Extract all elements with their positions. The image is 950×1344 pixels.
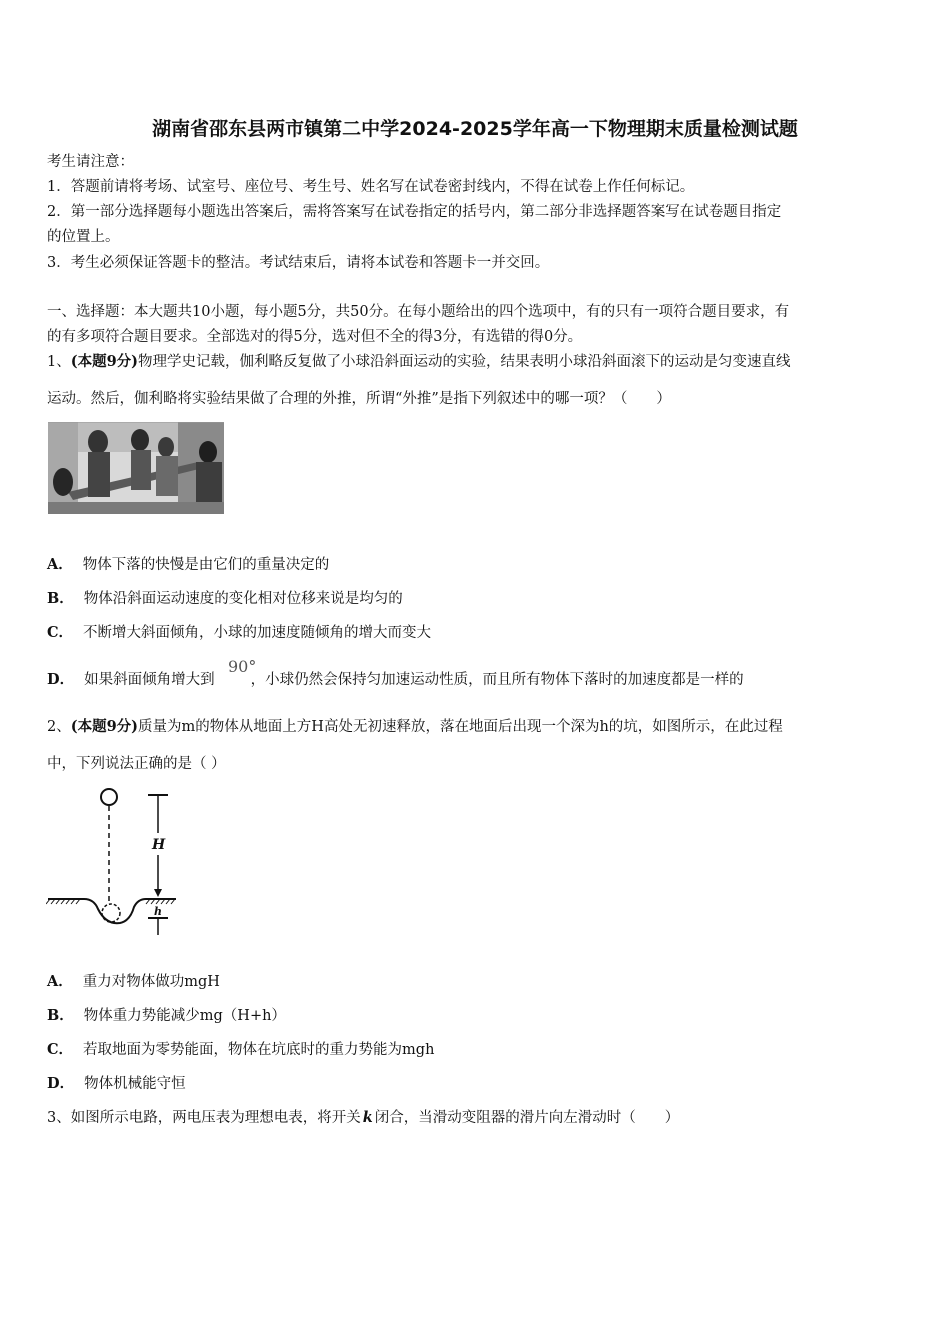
q3-stem-after: 闭合，当滑动变阻器的滑片向左滑动时（ ） — [374, 1110, 680, 1126]
falling-object-figure — [46, 787, 186, 937]
notice-item-1: 1．答题前请将考场、试室号、座位号、考生号、姓名写在试卷密封线内，不得在试卷上作任何标记。 — [47, 179, 695, 195]
q2-stem-line2: 中，下列说法正确的是（ ） — [47, 756, 226, 772]
section-intro-line1: 一、选择题：本大题共10小题，每小题5分，共50分。在每小题给出的四个选项中，有的只有一项符合题目要求，有 — [47, 304, 790, 320]
q2-option-c[interactable] — [47, 1040, 434, 1060]
notice-heading: 考生请注意： — [47, 154, 134, 170]
q2-option-c-letter: C． — [47, 1041, 74, 1058]
q2-stem-line1 — [47, 717, 907, 737]
falling-object-diagram — [46, 787, 186, 937]
galileo-engraving-image — [48, 422, 224, 514]
q2-option-b-letter: B． — [47, 1007, 74, 1024]
h-label: h — [154, 905, 162, 918]
q2-stem1: 质量为m的物体从地面上方H高处无初速释放，落在地面后出现一个深为h的坑，如图所示，在此过程 — [138, 719, 783, 735]
galileo-engraving-illustration — [48, 422, 224, 514]
page-title: 湖南省邵东县两市镇第二中学2024-2025学年高一下物理期末质量检测试题 — [152, 118, 798, 140]
notice-item-2-cont: 的位置上。 — [47, 229, 120, 245]
q1-option-b-text: 物体沿斜面运动速度的变化相对位移来说是均匀的 — [83, 591, 403, 607]
q1-option-c[interactable] — [47, 623, 431, 643]
q1-option-d-letter: D． — [47, 671, 75, 688]
q1-option-d-text-after: ，小球仍然会保持匀加速运动性质，而且所有物体下落时的加速度都是一样的 — [250, 672, 744, 688]
q1-option-c-letter: C． — [47, 624, 74, 641]
q2-option-c-text: 若取地面为零势能面，物体在坑底时的重力势能为mgh — [83, 1042, 435, 1058]
q1-stem-line1 — [47, 352, 907, 372]
q3-switch-label: k — [362, 1109, 373, 1126]
q2-option-d[interactable] — [47, 1074, 186, 1094]
q2-option-d-text: 物体机械能守恒 — [84, 1076, 186, 1092]
q1-option-c-text: 不断增大斜面倾角，小球的加速度随倾角的增大而变大 — [83, 625, 432, 641]
q2-option-a-letter: A． — [47, 973, 73, 990]
q2-option-b-text: 物体重力势能减少mg（H+h） — [83, 1008, 286, 1024]
q2-points: (本题9分) — [70, 718, 139, 735]
q1-option-d-text-before: 如果斜面倾角增大到 — [84, 672, 215, 688]
ball-start-icon — [101, 789, 117, 805]
q2-option-a[interactable] — [47, 972, 220, 992]
H-arrow-icon — [154, 889, 162, 897]
notice-item-3: 3．考生必须保证答题卡的整洁。考试结束后，请将本试卷和答题卡一并交回。 — [47, 255, 550, 271]
q2-option-d-letter: D． — [47, 1075, 75, 1092]
H-label: H — [152, 837, 166, 853]
q2-number: 2、 — [47, 719, 71, 735]
q1-option-b-letter: B． — [47, 590, 74, 607]
q2-option-a-text: 重力对物体做功mgH — [82, 974, 220, 990]
q1-option-d-angle: 90° — [228, 657, 257, 676]
q1-option-b[interactable] — [47, 589, 403, 609]
q3-stem — [47, 1108, 907, 1128]
q3-stem-before: 如图所示电路，两电压表为理想电表，将开关 — [70, 1110, 361, 1126]
q1-stem1: 物理学史记载，伽利略反复做了小球沿斜面运动的实验，结果表明小球沿斜面滚下的运动是匀变速直线 — [138, 354, 791, 370]
pit-outline — [84, 899, 146, 923]
q1-option-a-letter: A． — [47, 556, 73, 573]
q1-stem-line2: 运动。然后，伽利略将实验结果做了合理的外推，所谓“外推”是指下列叙述中的哪一项？（ ） — [47, 391, 671, 407]
q1-points: (本题9分) — [70, 353, 139, 370]
ball-end-icon — [102, 904, 120, 922]
q1-option-a-text: 物体下落的快慢是由它们的重量决定的 — [82, 557, 330, 573]
q1-number: 1、 — [47, 354, 71, 370]
q1-option-d[interactable] — [47, 670, 744, 690]
notice-item-2: 2．第一部分选择题每小题选出答案后，需将答案写在试卷指定的括号内，第二部分非选择题答案写在试卷题目指定 — [47, 204, 782, 220]
q1-option-a[interactable] — [47, 555, 329, 575]
q2-option-b[interactable] — [47, 1006, 286, 1026]
q3-number: 3、 — [47, 1110, 71, 1126]
section-intro-line2: 的有多项符合题目要求。全部选对的得5分，选对但不全的得3分，有选错的得0分。 — [47, 329, 583, 345]
